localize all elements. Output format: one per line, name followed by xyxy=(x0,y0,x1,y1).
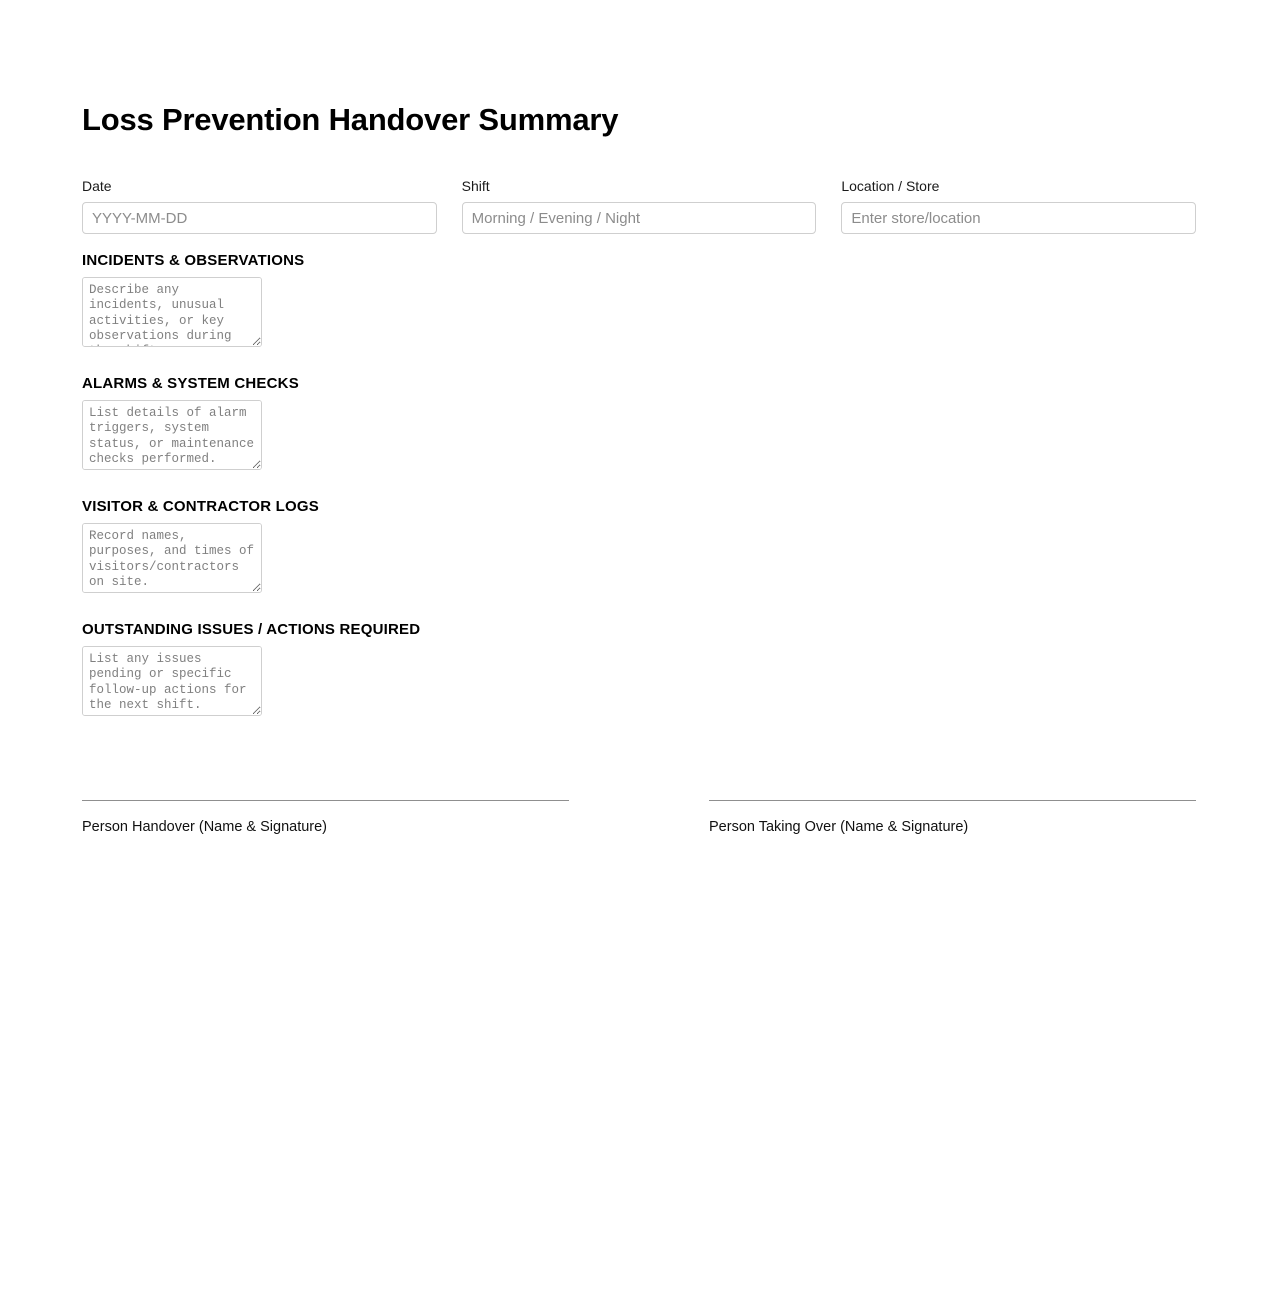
section-heading-outstanding-issues: OUTSTANDING ISSUES / ACTIONS REQUIRED xyxy=(82,621,421,639)
section-incidents-observations xyxy=(82,252,1196,347)
signature-caption-taking-over: Person Taking Over (Name & Signature) xyxy=(709,819,969,835)
section-heading-alarms-system-checks: ALARMS & SYSTEM CHECKS xyxy=(82,375,299,393)
section-heading-incidents-observations: INCIDENTS & OBSERVATIONS xyxy=(82,252,305,270)
signature-block-handover xyxy=(82,800,569,837)
field-group-date xyxy=(82,177,437,234)
section-outstanding-issues xyxy=(82,621,1196,716)
section-visitor-contractor-logs xyxy=(82,498,1196,593)
signature-line-handover xyxy=(82,800,569,801)
visitor-contractor-logs-textarea[interactable] xyxy=(82,523,262,593)
section-heading-visitor-contractor-logs: VISITOR & CONTRACTOR LOGS xyxy=(82,498,319,516)
date-label: Date xyxy=(82,178,112,195)
outstanding-issues-textarea[interactable] xyxy=(82,646,262,716)
shift-label: Shift xyxy=(461,178,490,195)
location-input[interactable] xyxy=(841,202,1196,234)
signature-line-taking-over xyxy=(709,800,1196,801)
location-label: Location / Store xyxy=(841,178,940,195)
field-group-shift xyxy=(462,177,817,234)
signature-caption-handover: Person Handover (Name & Signature) xyxy=(82,819,328,835)
alarms-system-checks-textarea[interactable] xyxy=(82,400,262,470)
section-alarms-system-checks xyxy=(82,375,1196,470)
incidents-observations-textarea[interactable] xyxy=(82,277,262,347)
signature-row xyxy=(82,800,1196,837)
field-group-location xyxy=(841,177,1196,234)
page-title: Loss Prevention Handover Summary xyxy=(82,102,619,137)
shift-input[interactable] xyxy=(462,202,817,234)
signature-block-taking-over xyxy=(709,800,1196,837)
header-fields-row xyxy=(82,177,1196,234)
date-input[interactable] xyxy=(82,202,437,234)
